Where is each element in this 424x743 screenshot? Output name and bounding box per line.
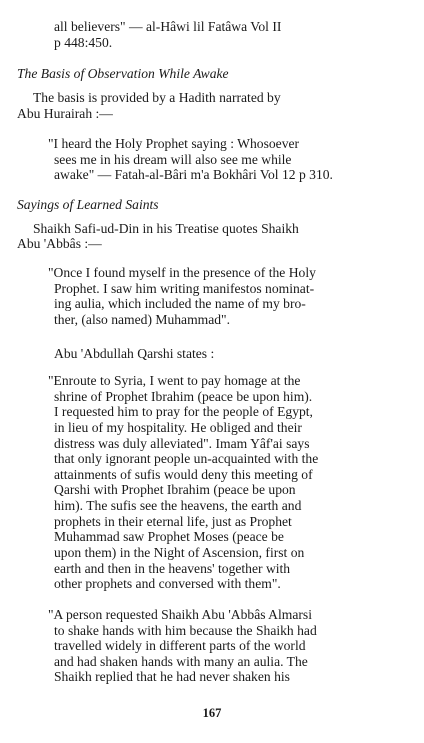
text-line: Abu 'Abbâs :— (17, 236, 102, 251)
section-heading: The Basis of Observation While Awake (17, 66, 229, 81)
quote-line: him). The sufis see the heavens, the earth and (54, 498, 302, 513)
text-line: Abu Hurairah :— (17, 106, 113, 121)
quote-line: Qarshi with Prophet Ibrahim (peace be upon (54, 482, 296, 497)
quote-line: attainments of sufis would deny this meeting of (54, 467, 313, 482)
quote-line: "A person requested Shaikh Abu 'Abbâs Almarsi (48, 607, 312, 622)
quote-line: "I heard the Holy Prophet saying : Whosoever (48, 136, 300, 151)
quote-line: to shake hands with him because the Shaikh had (54, 623, 317, 638)
quote-line: that only ignorant people un-acquainted with the (54, 451, 319, 466)
quote-line: sees me in his dream will also see me while (54, 152, 292, 167)
quote-line: prophets in their eternal life, just as Prophet (54, 514, 292, 529)
quote-line: Prophet. I saw him writing manifestos nominat- (54, 281, 315, 296)
quote-line: upon them) in the Night of Ascension, first on (54, 545, 305, 560)
quote-line: "Once I found myself in the presence of the Holy (48, 265, 316, 280)
quote-line: "Enroute to Syria, I went to pay homage at the (48, 373, 301, 388)
quote-line: Muhammad saw Prophet Moses (peace be (54, 529, 284, 544)
quote-line: in lieu of my hospitality. He obliged and their (54, 420, 302, 435)
text-line: The basis is provided by a Hadith narrated by (33, 90, 281, 105)
quote-line: earth and then in the heavens' together with (54, 561, 291, 576)
text-line: Abu 'Abdullah Qarshi states : (54, 346, 215, 361)
quote-line: ther, (also named) Muhammad". (54, 312, 231, 327)
quote-line: awake" — Fatah-al-Bâri m'a Bokhâri Vol 12 p 310. (54, 167, 333, 182)
quote-line: I requested him to pray for the people of Egypt, (54, 404, 313, 419)
quote-line: travelled widely in different parts of the world (54, 638, 306, 653)
quote-line: and had shaken hands with many an aulia. The (54, 654, 308, 669)
text-line: Shaikh Safi-ud-Din in his Treatise quotes Shaikh (33, 221, 299, 236)
text-line: all believers" — al-Hâwi lil Fatâwa Vol II (54, 19, 282, 34)
quote-line: distress was duly alleviated". Imam Yâf'ai says (54, 436, 310, 451)
page-number: 167 (202, 706, 222, 720)
quote-line: ing aulia, which included the name of my bro- (54, 296, 306, 311)
quote-line: other prophets and conversed with them". (54, 576, 281, 591)
quote-line: shrine of Prophet Ibrahim (peace be upon him). (54, 389, 313, 404)
quote-line: Shaikh replied that he had never shaken his (54, 669, 290, 684)
text-line: p 448:450. (54, 35, 113, 50)
section-heading: Sayings of Learned Saints (17, 197, 159, 212)
